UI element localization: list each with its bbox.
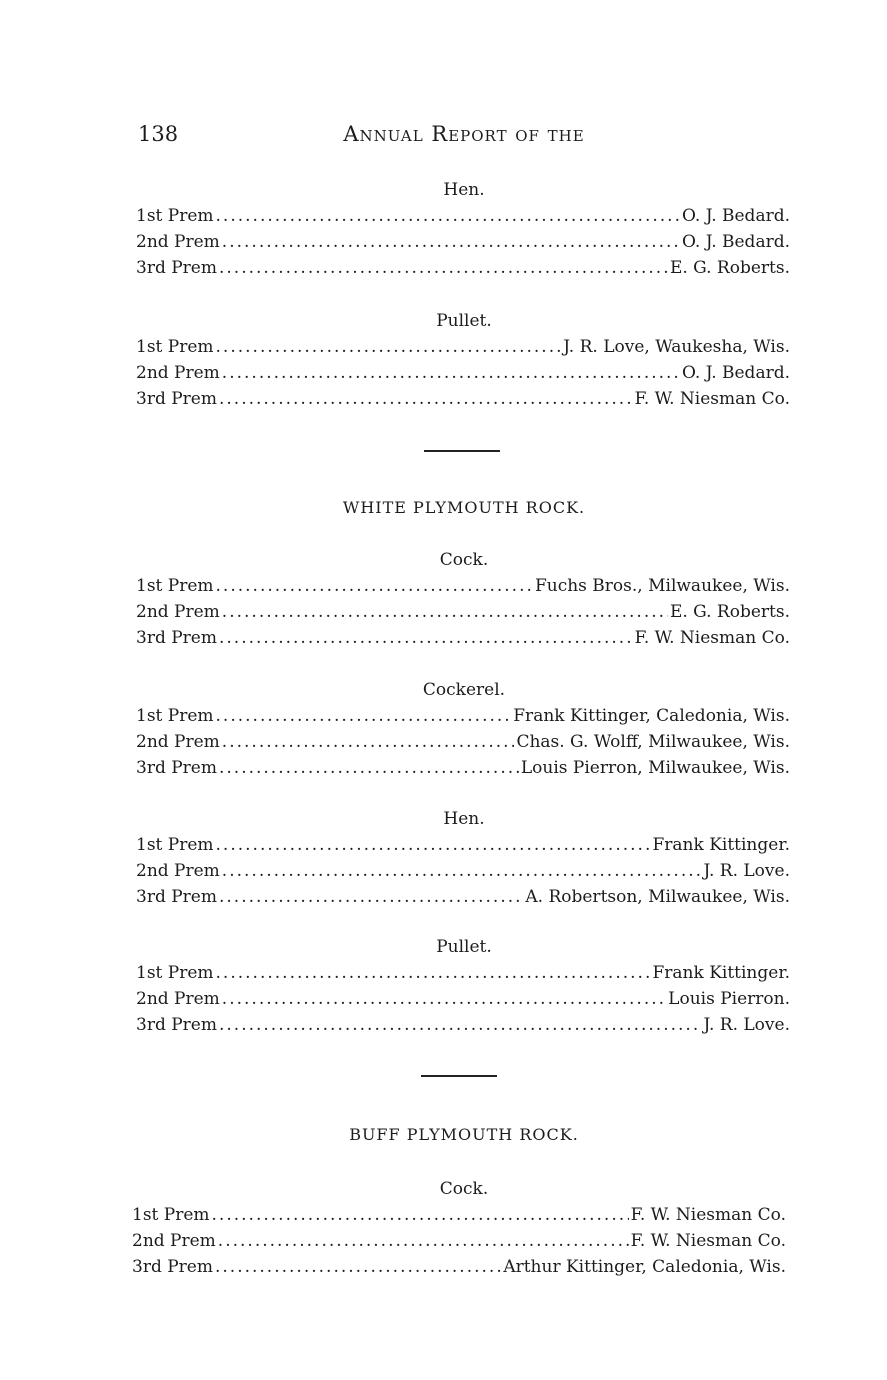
award-row bbox=[136, 602, 790, 626]
winner-name: Fuchs Bros., Milwaukee, Wis. bbox=[534, 576, 790, 596]
class-heading: Cock. bbox=[439, 550, 489, 570]
dot-leader bbox=[218, 1231, 629, 1251]
winner-name: F. W. Niesman Co. bbox=[630, 1231, 786, 1251]
place-label: 3rd Prem bbox=[136, 1015, 217, 1035]
dot-leader bbox=[216, 337, 562, 357]
winner-name: O. J. Bedard. bbox=[681, 232, 790, 252]
award-row bbox=[136, 628, 790, 652]
dot-leader bbox=[216, 576, 533, 596]
place-label: 1st Prem bbox=[136, 206, 214, 226]
breed-title: WHITE PLYMOUTH ROCK. bbox=[342, 498, 586, 517]
place-label: 2nd Prem bbox=[136, 732, 220, 752]
dot-leader bbox=[219, 758, 519, 778]
winner-name: Chas. G. Wolff, Milwaukee, Wis. bbox=[516, 732, 790, 752]
winner-name: F. W. Niesman Co. bbox=[634, 628, 790, 648]
award-row bbox=[136, 989, 790, 1013]
place-label: 1st Prem bbox=[136, 835, 214, 855]
dot-leader bbox=[219, 887, 523, 907]
winner-name: O. J. Bedard. bbox=[681, 206, 790, 226]
winner-name: O. J. Bedard. bbox=[681, 363, 790, 383]
award-row bbox=[136, 389, 790, 413]
award-row bbox=[132, 1231, 786, 1255]
award-row bbox=[136, 887, 790, 911]
award-row bbox=[136, 232, 790, 256]
place-label: 1st Prem bbox=[136, 706, 214, 726]
winner-name: E. G. Roberts. bbox=[669, 602, 790, 622]
class-heading: Cock. bbox=[439, 1179, 489, 1199]
class-heading: Cockerel. bbox=[422, 680, 506, 700]
breed-title: BUFF PLYMOUTH ROCK. bbox=[349, 1125, 579, 1144]
dot-leader bbox=[215, 1257, 501, 1277]
place-label: 1st Prem bbox=[136, 576, 214, 596]
winner-name: F. W. Niesman Co. bbox=[634, 389, 790, 409]
winner-name: Louis Pierron. bbox=[668, 989, 790, 1009]
winner-name: F. W. Niesman Co. bbox=[630, 1205, 786, 1225]
dot-leader bbox=[219, 389, 633, 409]
dot-leader bbox=[219, 258, 668, 278]
page-number: 138 bbox=[138, 122, 179, 146]
place-label: 2nd Prem bbox=[136, 989, 220, 1009]
dot-leader bbox=[216, 835, 651, 855]
winner-name: J. R. Love. bbox=[703, 1015, 790, 1035]
award-row bbox=[136, 861, 790, 885]
class-heading: Pullet. bbox=[436, 937, 492, 957]
award-row bbox=[136, 206, 790, 230]
award-row bbox=[136, 835, 790, 859]
class-heading: Hen. bbox=[443, 809, 485, 829]
running-head: Annual Report of the bbox=[343, 122, 585, 146]
section-divider bbox=[421, 1075, 497, 1077]
dot-leader bbox=[222, 232, 680, 252]
winner-name: Frank Kittinger. bbox=[652, 835, 790, 855]
place-label: 3rd Prem bbox=[136, 258, 217, 278]
place-label: 2nd Prem bbox=[136, 232, 220, 252]
dot-leader bbox=[216, 706, 512, 726]
dot-leader bbox=[216, 206, 680, 226]
award-row bbox=[132, 1205, 786, 1229]
winner-name: E. G. Roberts. bbox=[669, 258, 790, 278]
dot-leader bbox=[219, 628, 633, 648]
class-heading: Pullet. bbox=[436, 311, 492, 331]
dot-leader bbox=[222, 602, 668, 622]
award-row bbox=[136, 363, 790, 387]
award-row bbox=[136, 758, 790, 782]
winner-name: J. R. Love. bbox=[703, 861, 790, 881]
winner-name: A. Robertson, Milwaukee, Wis. bbox=[525, 887, 790, 907]
award-row bbox=[136, 732, 790, 756]
award-row bbox=[136, 576, 790, 600]
place-label: 2nd Prem bbox=[136, 602, 220, 622]
dot-leader bbox=[222, 732, 515, 752]
winner-name: J. R. Love, Waukesha, Wis. bbox=[563, 337, 790, 357]
section-divider bbox=[424, 450, 500, 452]
award-row bbox=[136, 963, 790, 987]
winner-name: Frank Kittinger. bbox=[652, 963, 790, 983]
award-row bbox=[136, 706, 790, 730]
dot-leader bbox=[212, 1205, 629, 1225]
dot-leader bbox=[222, 989, 666, 1009]
award-row bbox=[132, 1257, 786, 1281]
dot-leader bbox=[216, 963, 651, 983]
class-heading: Hen. bbox=[443, 180, 485, 200]
place-label: 3rd Prem bbox=[136, 628, 217, 648]
place-label: 1st Prem bbox=[136, 963, 214, 983]
place-label: 2nd Prem bbox=[136, 363, 220, 383]
dot-leader bbox=[222, 861, 702, 881]
place-label: 1st Prem bbox=[132, 1205, 210, 1225]
winner-name: Louis Pierron, Milwaukee, Wis. bbox=[520, 758, 790, 778]
winner-name: Arthur Kittinger, Caledonia, Wis. bbox=[503, 1257, 786, 1277]
award-row bbox=[136, 337, 790, 361]
place-label: 3rd Prem bbox=[136, 887, 217, 907]
dot-leader bbox=[219, 1015, 702, 1035]
place-label: 3rd Prem bbox=[132, 1257, 213, 1277]
place-label: 3rd Prem bbox=[136, 389, 217, 409]
place-label: 3rd Prem bbox=[136, 758, 217, 778]
winner-name: Frank Kittinger, Caledonia, Wis. bbox=[513, 706, 790, 726]
place-label: 2nd Prem bbox=[132, 1231, 216, 1251]
dot-leader bbox=[222, 363, 680, 383]
place-label: 1st Prem bbox=[136, 337, 214, 357]
page-header bbox=[138, 122, 790, 152]
award-row bbox=[136, 1015, 790, 1039]
place-label: 2nd Prem bbox=[136, 861, 220, 881]
award-row bbox=[136, 258, 790, 282]
